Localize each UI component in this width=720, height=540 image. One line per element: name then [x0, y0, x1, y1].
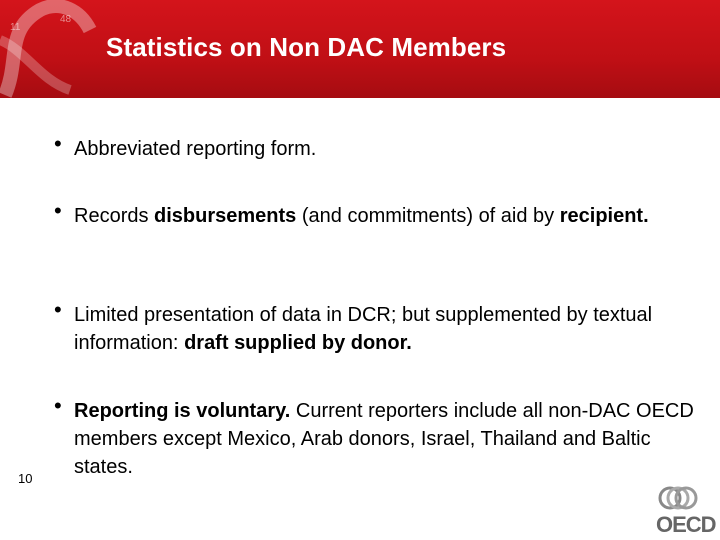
svg-text:48: 48: [60, 14, 72, 25]
svg-text:11: 11: [10, 22, 21, 33]
bullet-dot-icon: •: [54, 393, 62, 418]
bullet-text: [74, 397, 704, 481]
header-banner: [0, 0, 720, 98]
bullet-text: [74, 135, 704, 163]
bold-run: disbursements: [154, 205, 297, 227]
bullet-text: [74, 301, 704, 357]
text-run: (and commitments) of aid by: [296, 205, 560, 227]
bullet-text: [74, 202, 704, 230]
bullet-dot-icon: •: [54, 131, 62, 156]
oecd-logo-text: OECD: [656, 512, 716, 537]
text-run: Current reporters include all non-DAC OECD members except Mexico, Arab donors, Israel, Thailand and Baltic states.: [74, 400, 694, 478]
text-run: Abbreviated reporting form.: [74, 138, 317, 160]
bold-run: draft supplied by donor.: [184, 332, 412, 354]
slide-title: Statistics on Non DAC Members: [106, 32, 507, 62]
bold-run: Reporting is voluntary.: [74, 400, 291, 422]
page-number: 10: [18, 471, 33, 486]
bullet-dot-icon: •: [54, 297, 62, 322]
text-run: Limited presentation of data in DCR; but supplemented by textual information:: [74, 304, 653, 354]
bold-run: recipient.: [559, 205, 649, 227]
text-run: Records: [74, 205, 155, 227]
bullet-dot-icon: •: [54, 198, 62, 223]
measuring-tape-graphic: [0, 0, 120, 98]
